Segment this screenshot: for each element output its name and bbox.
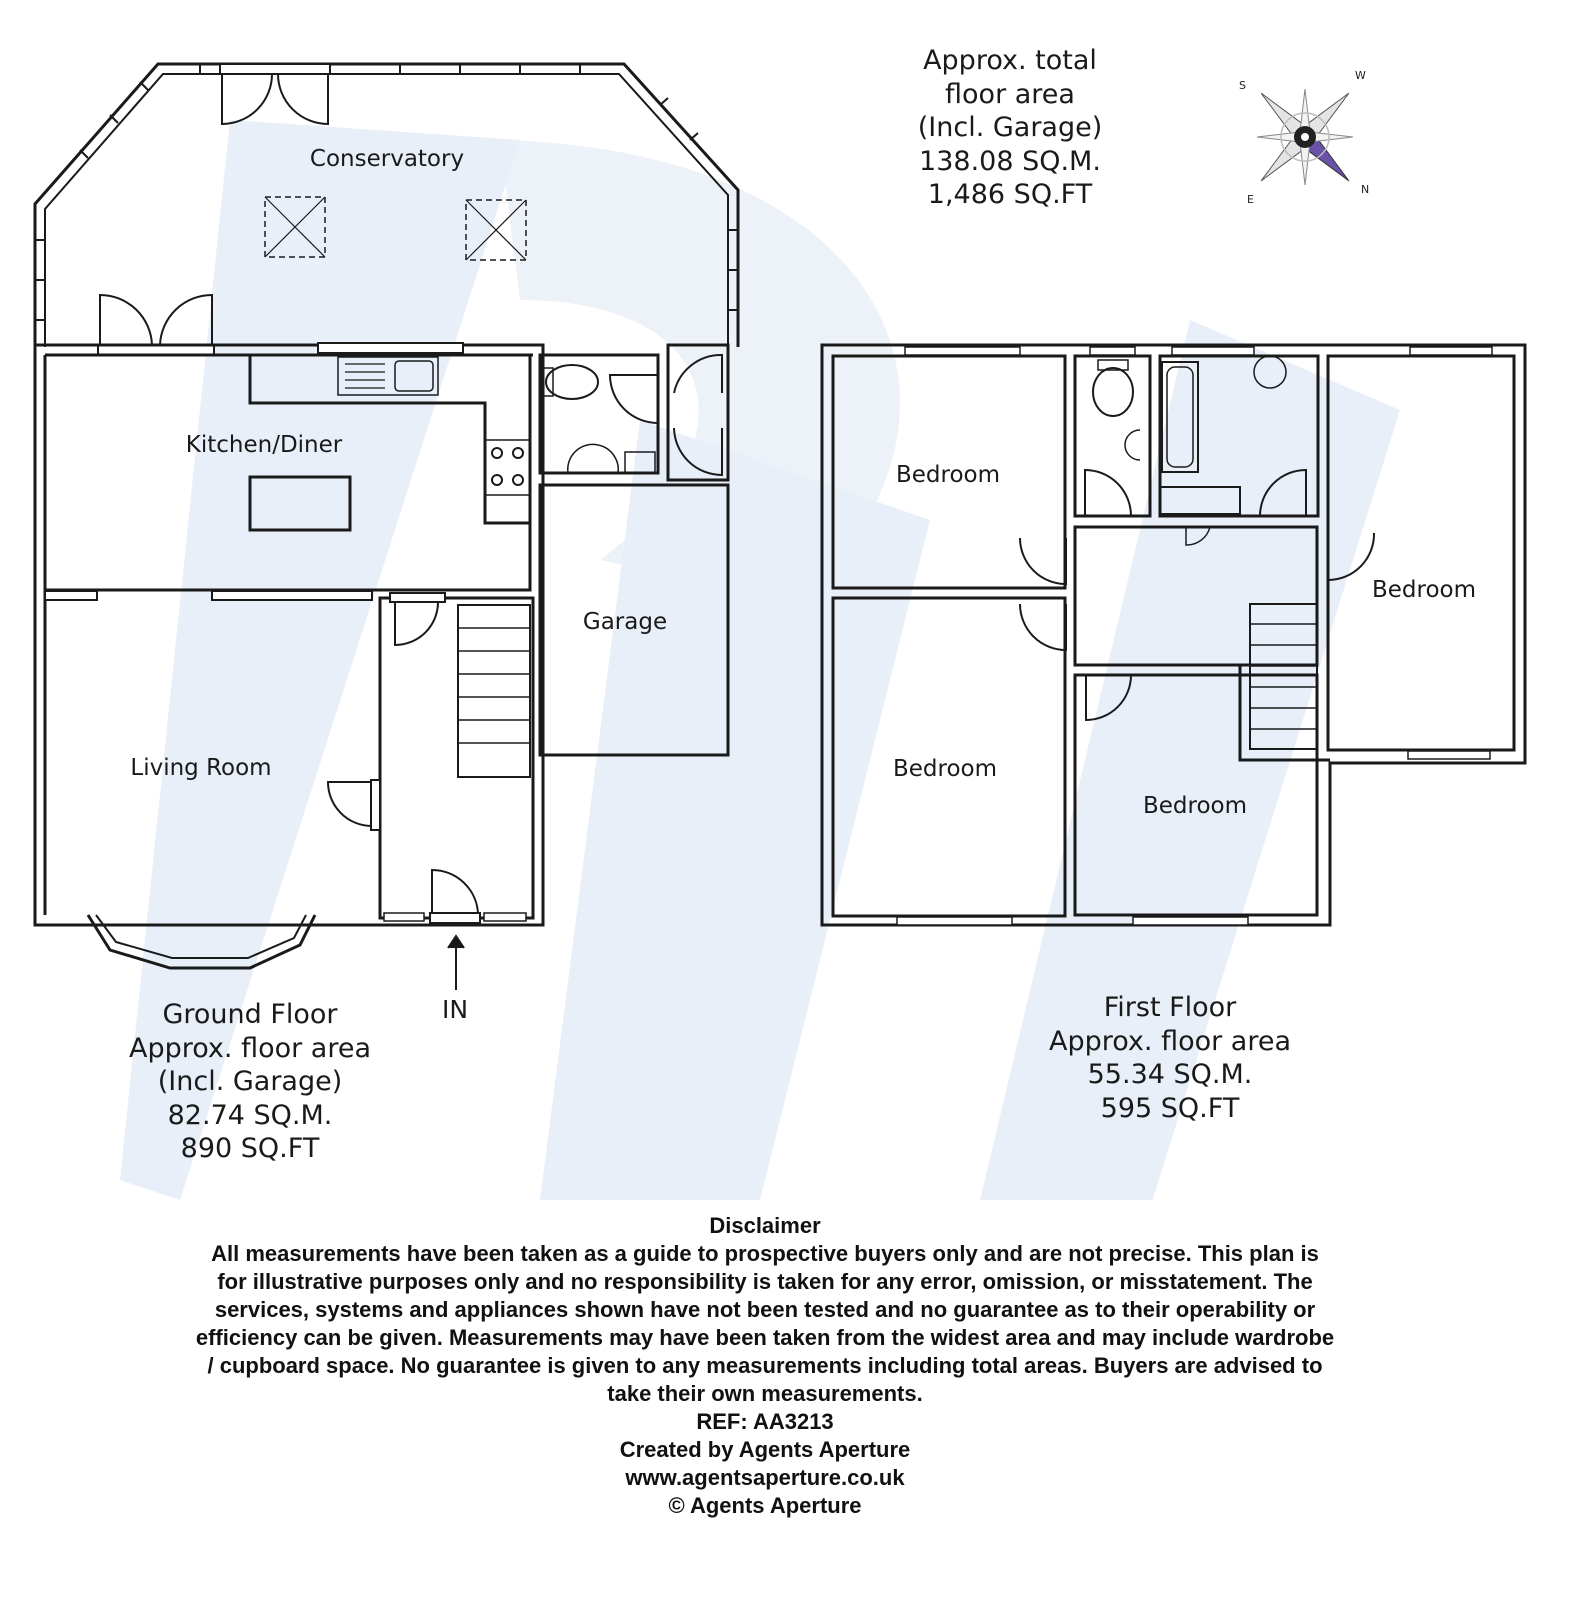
first-floor-area-line: First Floor <box>1103 992 1237 1023</box>
room-label-bedroom-3: Bedroom <box>1142 793 1248 819</box>
compass-rose <box>1217 49 1392 224</box>
disclaimer-text-line: / cupboard space. No guarantee is given to any measurements including total areas. Buyers are advised to <box>207 1353 1323 1378</box>
first-floor-area-line: 595 SQ.FT <box>1100 1092 1240 1124</box>
creator-credit: Created by Agents Aperture <box>619 1437 911 1462</box>
disclaimer-text-line: efficiency can be given. Measurements may have been taken from the widest area and may include wardrobe <box>195 1325 1335 1350</box>
first-floor-area-line: Approx. floor area <box>1048 1025 1292 1057</box>
first-floor-area-block <box>1020 991 1320 1125</box>
total-area-block <box>880 44 1140 212</box>
total-area-line: 138.08 SQ.M. <box>919 145 1101 177</box>
disclaimer-text-line: take their own measurements. <box>607 1381 923 1406</box>
ground-floor-area-line: 890 SQ.FT <box>180 1133 320 1164</box>
total-area-line: 1,486 SQ.FT <box>927 179 1093 210</box>
total-area-line: Approx. total <box>923 45 1097 76</box>
first-floor-area-line: 55.34 SQ.M. <box>1087 1059 1253 1090</box>
disclaimer-text-line: services, systems and appliances shown have not been tested and no guarantee as to their operability or <box>214 1297 1316 1322</box>
ground-floor-area-line: (Incl. Garage) <box>157 1066 343 1097</box>
ground-floor-area-block <box>100 998 400 1166</box>
total-area-line: floor area <box>945 78 1075 110</box>
compass-letter-w: W <box>1355 69 1366 82</box>
entrance-label: IN <box>441 995 469 1024</box>
total-area-line: (Incl. Garage) <box>917 112 1103 143</box>
ground-floor-area-line: Ground Floor <box>162 999 338 1030</box>
room-label-bedroom-2: Bedroom <box>892 756 998 782</box>
room-label-kitchen-diner: Kitchen/Diner <box>185 432 343 458</box>
room-label-bedroom-4: Bedroom <box>1371 577 1477 603</box>
disclaimer-block <box>100 1212 1430 1520</box>
copyright-notice: © Agents Aperture <box>668 1493 862 1518</box>
website-link[interactable]: www.agentsaperture.co.uk <box>625 1465 905 1490</box>
reference-number: REF: AA3213 <box>696 1409 834 1434</box>
disclaimer-title: Disclaimer <box>709 1213 821 1238</box>
disclaimer-text-line: All measurements have been taken as a guide to prospective buyers only and are not precise. This plan is <box>211 1241 1319 1266</box>
disclaimer-text-line: for illustrative purposes only and no responsibility is taken for any error, omission, or misstatement. The <box>217 1269 1313 1294</box>
room-label-living-room: Living Room <box>130 755 272 781</box>
ground-floor-area-line: Approx. floor area <box>128 1032 372 1064</box>
compass-letter-n: N <box>1361 183 1370 196</box>
compass-letter-e: E <box>1247 193 1254 206</box>
room-label-conservatory: Conservatory <box>309 146 465 172</box>
ground-floor-area-line: 82.74 SQ.M. <box>167 1099 333 1131</box>
room-label-bedroom-1: Bedroom <box>895 462 1001 488</box>
room-label-garage: Garage <box>582 609 668 635</box>
compass-letter-s: S <box>1239 79 1246 92</box>
